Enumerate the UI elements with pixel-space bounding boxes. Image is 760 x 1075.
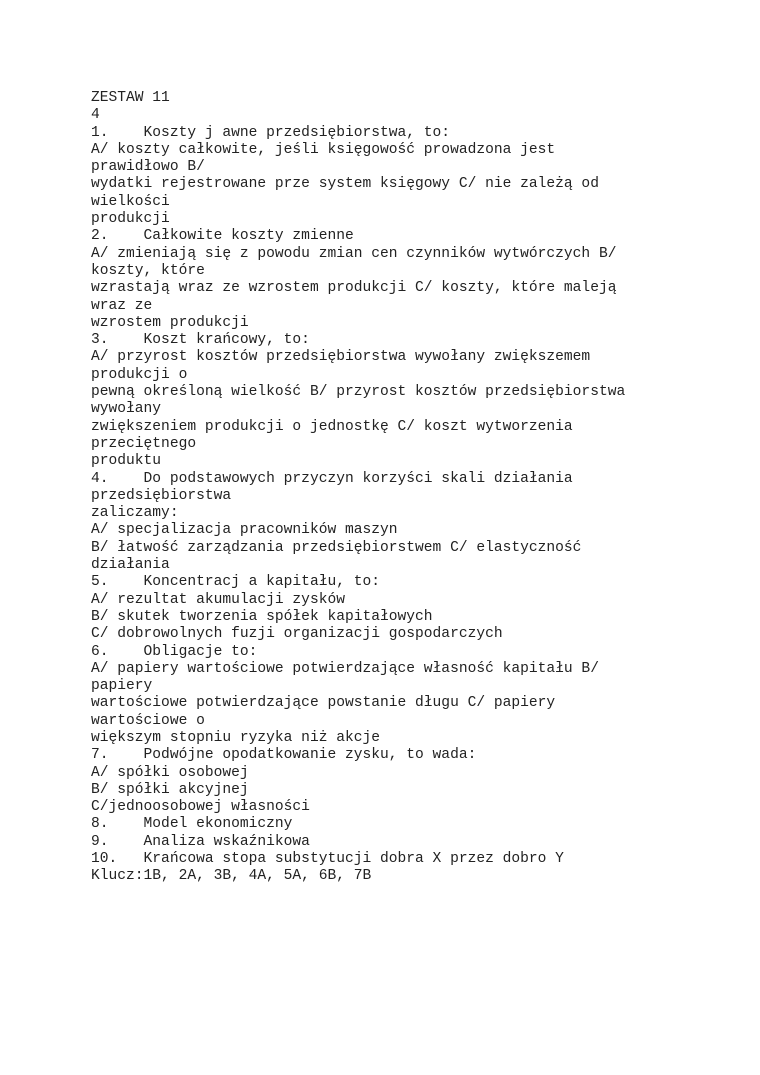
question-2-answers: A/ zmieniają się z powodu zmian cen czynników wytwórczych B/ — [91, 245, 617, 262]
question-3-answers: pewną określoną wielkość B/ przyrost kosztów przedsiębiorstwa — [91, 384, 626, 401]
question-3-answers: A/ przyrost kosztów przedsiębiorstwa wywołany zwiększemem — [91, 349, 591, 366]
question-9: 9. Analiza wskaźnikowa — [91, 833, 310, 850]
question-6-answers: większym stopniu ryzyka niż akcje — [91, 729, 381, 746]
question-3-answers: przeciętnego — [91, 435, 197, 452]
doc-title: ZESTAW 11 — [91, 90, 170, 106]
question-1-answers: wydatki rejestrowane prze system księgowy C/ nie zależą od — [91, 176, 599, 193]
doc-line: 4 — [91, 107, 100, 124]
question-3-answers: produktu — [91, 453, 162, 470]
question-7-answers: A/ spółki osobowej — [91, 764, 249, 781]
question-7-answers: B/ spółki akcyjnej — [91, 781, 249, 798]
question-7-answers: C/jednoosobowej własności — [91, 799, 310, 816]
question-1-answers: produkcji — [91, 211, 170, 228]
question-4-answers: B/ łatwość zarządzania przedsiębiorstwem C/ elastyczność — [91, 539, 582, 556]
question-10: 10. Krańcowa stopa substytucji dobra X przez dobro Y — [91, 851, 564, 868]
question-5-answers: B/ skutek tworzenia spółek kapitałowych — [91, 608, 433, 625]
question-2-answers: wzrastają wraz ze wzrostem produkcji C/ koszty, które maleją — [91, 280, 617, 297]
question-5: 5. Koncentracj a kapitału, to: — [91, 574, 381, 591]
document-text — [91, 90, 721, 886]
question-6-answers: wartościowe potwierdzające powstanie długu C/ papiery — [91, 695, 556, 712]
question-5-answers: C/ dobrowolnych fuzji organizacji gospodarczych — [91, 626, 503, 643]
question-7: 7. Podwójne opodatkowanie zysku, to wada: — [91, 747, 477, 764]
question-4: zaliczamy: — [91, 505, 179, 522]
question-4-answers: A/ specjalizacja pracowników maszyn — [91, 522, 398, 539]
question-6-answers: papiery — [91, 678, 153, 695]
question-3-answers: zwiększeniem produkcji o jednostkę C/ koszt wytworzenia — [91, 418, 573, 435]
answer-key: Klucz:1B, 2A, 3B, 4A, 5A, 6B, 7B — [91, 868, 372, 885]
question-1-answers: prawidłowo B/ — [91, 159, 205, 176]
question-2-answers: koszty, które — [91, 262, 205, 279]
question-1-answers: wielkości — [91, 193, 170, 210]
question-3-answers: wywołany — [91, 401, 162, 418]
question-6-answers: wartościowe o — [91, 712, 205, 729]
question-4: przedsiębiorstwa — [91, 487, 232, 504]
question-2-answers: wraz ze — [91, 297, 153, 314]
question-3-answers: produkcji o — [91, 366, 188, 383]
question-1-answers: A/ koszty całkowite, jeśli księgowość prowadzona jest — [91, 141, 556, 158]
question-1: 1. Koszty j awne przedsiębiorstwa, to: — [91, 124, 451, 141]
question-8: 8. Model ekonomiczny — [91, 816, 293, 833]
question-4: 4. Do podstawowych przyczyn korzyści skali działania — [91, 470, 573, 487]
question-4-answers: działania — [91, 557, 170, 574]
question-6-answers: A/ papiery wartościowe potwierdzające własność kapitału B/ — [91, 660, 599, 677]
question-5-answers: A/ rezultat akumulacji zysków — [91, 591, 345, 608]
question-3: 3. Koszt krańcowy, to: — [91, 332, 310, 349]
question-2-answers: wzrostem produkcji — [91, 314, 249, 331]
question-2: 2. Całkowite koszty zmienne — [91, 228, 354, 245]
question-6: 6. Obligacje to: — [91, 643, 258, 660]
